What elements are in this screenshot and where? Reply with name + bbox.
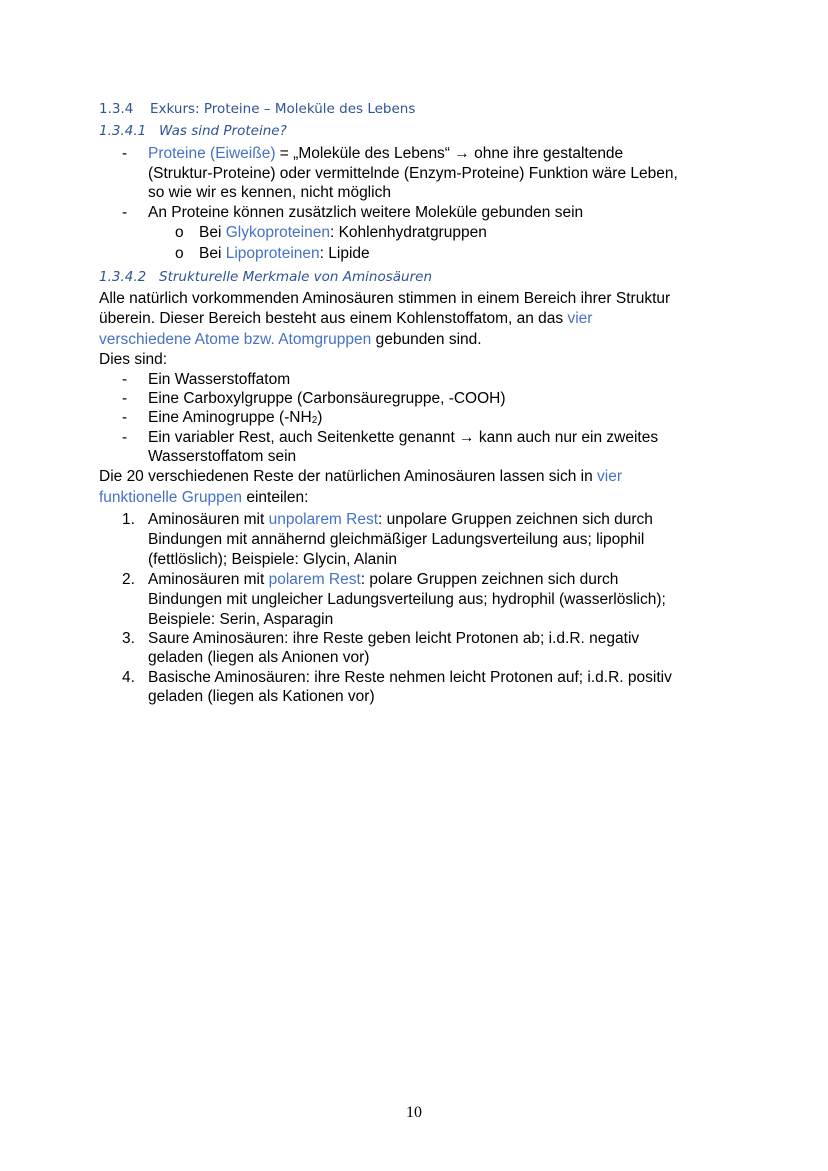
term-highlight: vier — [567, 310, 593, 327]
subsection-title: Was sind Proteine? — [159, 123, 287, 139]
numbered-item-3-line-2: geladen (liegen als Anionen vor) — [148, 649, 370, 666]
bullet-dash: - — [122, 409, 128, 426]
term-highlight: verschiedene Atome bzw. Atomgruppen — [99, 331, 372, 348]
paragraph-1-line-2: überein. Dieser Bereich besteht aus einem Kohlenstoffatom, an das vier — [99, 310, 593, 327]
numbered-item-2-line-3: Beispiele: Serin, Asparagin — [148, 611, 334, 628]
numbered-item-4-line-1: Basische Aminosäuren: ihre Reste nehmen leicht Protonen auf; i.d.R. positiv — [148, 669, 672, 686]
term-highlight: unpolarem Rest — [268, 511, 379, 528]
list-item-amino: Eine Aminogruppe $(-NH_2)$ — [148, 409, 323, 426]
paragraph-2-line-1: Die 20 verschiedenen Reste der natürlichen Aminosäuren lassen sich in vier — [99, 468, 622, 485]
term-highlight: Glykoproteinen — [225, 224, 330, 241]
term-highlight: Proteine (Eiweiße) — [148, 145, 276, 162]
subsection-heading-2 — [99, 268, 432, 286]
paragraph-1-line-4: Dies sind: — [99, 351, 168, 368]
list-number: 4. — [122, 669, 135, 686]
subsection-heading-1 — [99, 122, 287, 140]
numbered-item-4-line-2: geladen (liegen als Kationen vor) — [148, 688, 375, 705]
term-highlight: Lipoproteinen — [225, 245, 320, 262]
sub-bullet-1: Bei Glykoproteinen: Kohlenhydratgruppen — [199, 224, 487, 241]
section-title: Exkurs: Proteine – Moleküle des Lebens — [150, 101, 416, 117]
bullet-dash: - — [122, 145, 128, 162]
numbered-item-2-line-2: Bindungen mit ungleicher Ladungsverteilung aus; hydrophil (wasserlöslich); — [148, 591, 666, 608]
bullet-1-line-1: Proteine (Eiweiße) = „Moleküle des Lebens“ → ohne ihre gestaltende — [148, 145, 624, 162]
paragraph-1-line-3: verschiedene Atome bzw. Atomgruppen gebunden sind. — [99, 331, 482, 348]
list-item-rest-line-2: Wasserstoffatom sein — [148, 448, 297, 465]
section-number: 1.3.4 — [99, 101, 134, 117]
list-item-carboxyl: Eine Carboxylgruppe (Carbonsäuregruppe, -COOH) — [148, 390, 506, 407]
list-number: 3. — [122, 630, 135, 647]
bullet-1-line-3: so wie wir es kennen, nicht möglich — [148, 184, 391, 201]
bullet-2: An Proteine können zusätzlich weitere Moleküle gebunden sein — [148, 204, 584, 221]
subsection-number: 1.3.4.2 — [99, 269, 147, 285]
bullet-1-line-2: (Struktur-Proteine) oder vermittelnde (Enzym-Proteine) Funktion wäre Leben, — [148, 165, 678, 182]
paragraph-1-line-1: Alle natürlich vorkommenden Aminosäuren stimmen in einem Bereich ihrer Struktur — [99, 290, 671, 307]
subsection-number: 1.3.4.1 — [99, 123, 147, 139]
subsection-title: Strukturelle Merkmale von Aminosäuren — [159, 269, 433, 285]
sub-bullet-circle: o — [175, 224, 184, 241]
bullet-dash: - — [122, 390, 128, 407]
numbered-item-2-line-1: Aminosäuren mit polarem Rest: polare Gruppen zeichnen sich durch — [148, 571, 619, 588]
bullet-dash: - — [122, 429, 128, 446]
numbered-item-1-line-3: (fettlöslich); Beispiele: Glycin, Alanin — [148, 551, 397, 568]
list-number: 2. — [122, 571, 135, 588]
numbered-item-1-line-2: Bindungen mit annähernd gleichmäßiger Ladungsverteilung aus; lipophil — [148, 531, 645, 548]
bullet-dash: - — [122, 204, 128, 221]
term-highlight: vier — [597, 468, 622, 485]
term-highlight: polarem Rest — [268, 571, 361, 588]
section-heading — [99, 100, 415, 118]
paragraph-2-line-2: funktionelle Gruppen einteilen: — [99, 489, 309, 506]
list-item-hydrogen: Ein Wasserstoffatom — [148, 371, 291, 388]
list-item-rest-line-1: Ein variabler Rest, auch Seitenkette genannt → kann auch nur ein zweites — [148, 429, 659, 446]
sub-bullet-2: Bei Lipoproteinen: Lipide — [199, 245, 370, 262]
term-highlight: funktionelle Gruppen — [99, 489, 243, 506]
bullet-dash: - — [122, 371, 128, 388]
numbered-item-3-line-1: Saure Aminosäuren: ihre Reste geben leicht Protonen ab; i.d.R. negativ — [148, 630, 640, 647]
sub-bullet-circle: o — [175, 245, 184, 262]
numbered-item-1-line-1: Aminosäuren mit unpolarem Rest: unpolare Gruppen zeichnen sich durch — [148, 511, 653, 528]
list-number: 1. — [122, 511, 135, 528]
page-number: 10 — [406, 1104, 422, 1121]
